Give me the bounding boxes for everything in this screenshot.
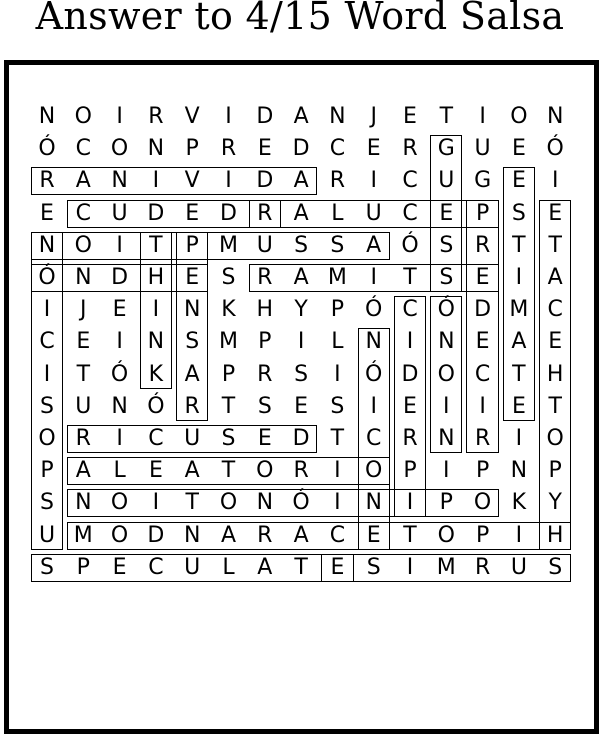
grid-letter: U [75, 393, 92, 419]
grid-letter: S [511, 200, 526, 226]
grid-letter: P [475, 200, 490, 226]
grid-letter: O [110, 522, 129, 548]
grid-letter: T [76, 361, 91, 387]
grid-letter: E [366, 136, 381, 162]
grid-letter: P [548, 458, 562, 484]
grid-letter: O [473, 490, 492, 516]
grid-letter: C [148, 426, 164, 451]
grid-letter: P [185, 136, 199, 162]
grid-letter: U [256, 232, 273, 258]
grid-letter: N [75, 265, 92, 290]
grid-letter: K [511, 490, 527, 516]
grid-letter: R [474, 426, 491, 451]
grid-letter: R [257, 522, 273, 548]
grid-letter: U [474, 136, 491, 162]
grid-letter: H [256, 297, 274, 323]
grid-letter: N [147, 329, 165, 355]
grid-letter: Ó [110, 361, 129, 387]
grid-letter: N [365, 329, 382, 355]
grid-letter: T [330, 426, 345, 451]
grid-letter: M [509, 297, 529, 323]
grid-letter: A [75, 168, 91, 194]
grid-letter: R [75, 426, 91, 451]
grid-letter: N [147, 136, 165, 162]
grid-letter: E [76, 329, 91, 355]
grid-letter: R [257, 265, 273, 290]
grid-letter: E [548, 200, 563, 226]
grid-letter: M [219, 329, 238, 355]
grid-letter: O [219, 490, 238, 516]
grid-letter: S [330, 393, 345, 419]
grid-letter: N [438, 426, 455, 451]
grid-letter: S [330, 232, 345, 258]
grid-letter: J [370, 104, 377, 129]
grid-letter: K [148, 361, 164, 387]
grid-letter: T [548, 232, 562, 258]
grid-letter: I [370, 265, 377, 290]
grid-letter: E [403, 393, 417, 419]
grid-letter: U [184, 554, 201, 580]
grid-letter: Y [548, 490, 562, 516]
grid-letter: I [116, 426, 123, 451]
grid-letter: T [439, 104, 454, 129]
puzzle-frame [4, 60, 599, 734]
grid-letter: M [219, 232, 238, 258]
grid-letter: T [403, 522, 417, 548]
grid-letter: U [365, 200, 382, 226]
grid-letter: E [257, 136, 272, 162]
grid-letter: P [403, 458, 417, 484]
grid-letter: N [38, 104, 56, 129]
grid-letter: Ó [546, 136, 564, 162]
grid-letter: O [437, 361, 455, 387]
grid-letter: P [221, 361, 236, 387]
grid-letter: C [366, 426, 382, 451]
grid-letter: Ó [401, 232, 419, 258]
grid-letter: E [475, 329, 490, 355]
grid-letter: P [475, 458, 490, 484]
grid-letter: C [39, 329, 55, 355]
grid-letter: O [110, 136, 129, 162]
grid-letter: P [439, 490, 453, 516]
grid-letter: Y [294, 297, 308, 323]
grid-letter: I [334, 361, 341, 387]
grid-letter: I [152, 490, 160, 516]
grid-letter: O [510, 104, 528, 129]
grid-letter: A [220, 522, 237, 548]
grid-letter: O [546, 426, 564, 451]
grid-letter: C [402, 168, 418, 194]
grid-letter: A [547, 265, 563, 290]
grid-letter: Ó [437, 297, 455, 323]
grid-letter: C [547, 297, 563, 323]
grid-letter: R [329, 168, 346, 194]
grid-letter: P [185, 232, 199, 258]
grid-letter: T [149, 232, 163, 258]
grid-letter: S [294, 361, 309, 387]
grid-letter: I [551, 168, 559, 194]
grid-letter: A [293, 104, 309, 129]
grid-letter: T [512, 232, 526, 258]
grid-letter: I [515, 522, 523, 548]
grid-letter: L [222, 554, 235, 580]
grid-letter: I [406, 554, 414, 580]
puzzle-title: Answer to 4/15 Word Salsa [35, 0, 565, 38]
grid-letter: L [331, 329, 344, 355]
grid-letter: E [439, 200, 454, 226]
grid-letter: N [329, 104, 346, 129]
grid-letter: E [511, 136, 526, 162]
grid-letter: M [73, 522, 93, 548]
grid-letter: G [474, 168, 492, 194]
grid-letter: O [74, 232, 92, 258]
grid-letter: N [38, 232, 56, 258]
grid-letter: P [76, 554, 90, 580]
grid-letter: N [183, 297, 201, 323]
grid-letter: I [443, 393, 450, 419]
grid-letter: D [474, 297, 492, 323]
grid-letter: R [293, 458, 309, 484]
grid-letter: M [436, 554, 456, 580]
grid-letter: O [256, 458, 274, 484]
grid-letter: E [475, 265, 490, 290]
grid-letter: A [293, 200, 309, 226]
grid-letter: C [402, 200, 418, 226]
grid-letter: P [475, 522, 490, 548]
grid-letter: E [40, 200, 54, 226]
grid-letter: Ó [38, 265, 56, 290]
grid-letter: S [366, 554, 381, 580]
grid-letter: Ó [365, 297, 383, 323]
grid-letter: E [330, 554, 345, 580]
grid-letter: S [548, 554, 563, 580]
grid-letter: S [221, 426, 236, 451]
grid-letter: D [256, 104, 274, 129]
grid-letter: N [365, 490, 382, 516]
grid-letter: E [403, 104, 417, 129]
grid-letter: I [370, 393, 377, 419]
grid-letter: T [403, 265, 417, 290]
grid-letter: I [297, 329, 305, 355]
grid-letter: A [293, 265, 309, 290]
grid-letter: O [38, 426, 56, 451]
grid-letter: D [147, 200, 165, 226]
grid-letter: O [365, 458, 383, 484]
grid-letter: O [437, 522, 455, 548]
grid-letter: P [258, 329, 272, 355]
grid-letter: A [184, 361, 200, 387]
grid-letter: S [40, 554, 54, 580]
grid-letter: T [185, 490, 199, 516]
grid-letter: E [511, 168, 526, 194]
grid-letter: U [510, 554, 527, 580]
grid-letter: Ó [147, 393, 165, 419]
grid-letter: I [515, 265, 523, 290]
grid-letter: M [327, 265, 347, 290]
grid-letter: S [439, 232, 454, 258]
grid-letter: I [406, 329, 414, 355]
grid-letter: R [220, 136, 237, 162]
grid-letter: I [116, 329, 123, 355]
grid-letter: G [437, 136, 455, 162]
grid-letter: P [40, 458, 54, 484]
grid-letter: C [402, 297, 418, 323]
grid-letter: E [148, 458, 163, 484]
grid-letter: E [112, 297, 127, 323]
grid-letter: N [438, 329, 455, 355]
grid-letter: N [111, 168, 128, 194]
grid-letter: N [510, 458, 528, 484]
grid-letter: I [43, 297, 51, 323]
grid-letter: K [221, 297, 236, 323]
grid-letter: A [75, 458, 91, 484]
grid-letter: I [479, 393, 486, 419]
grid-letter: E [366, 522, 381, 548]
grid-letter: D [111, 265, 129, 290]
grid-letter: C [75, 136, 91, 162]
grid-letter: R [402, 136, 418, 162]
grid-letter: I [515, 426, 523, 451]
grid-letter: E [548, 329, 563, 355]
grid-letter: P [330, 297, 345, 323]
grid-letter: J [80, 297, 87, 323]
grid-letter: A [511, 329, 527, 355]
grid-letter: I [225, 104, 232, 129]
grid-letter: U [438, 168, 455, 194]
grid-letter: A [293, 522, 309, 548]
grid-letter: D [401, 361, 419, 387]
grid-letter: S [40, 393, 54, 419]
grid-letter: T [548, 393, 562, 419]
grid-letter: R [184, 393, 200, 419]
grid-letter: E [185, 265, 200, 290]
grid-letter: S [257, 393, 272, 419]
grid-letter: Ó [292, 490, 310, 516]
grid-letter: T [221, 393, 236, 419]
grid-letter: E [257, 426, 272, 451]
grid-letter: C [474, 361, 491, 387]
grid-letter: E [112, 554, 127, 580]
grid-letter: N [183, 522, 201, 548]
grid-letter: H [147, 265, 165, 290]
grid-letter: T [221, 458, 236, 484]
grid-letter: C [75, 200, 91, 226]
grid-letter: Ó [38, 136, 56, 162]
grid-letter: V [184, 168, 200, 194]
grid-letter: S [40, 490, 54, 516]
grid-letter: S [439, 265, 454, 290]
grid-letter: E [185, 200, 200, 226]
grid-letter: I [443, 458, 450, 484]
grid-letter: E [294, 393, 309, 419]
grid-letter: R [257, 361, 273, 387]
grid-letter: D [256, 168, 274, 194]
grid-letter: N [256, 490, 274, 516]
grid-letter: Ó [365, 361, 383, 387]
grid-letter: N [75, 490, 92, 516]
grid-letter: C [329, 522, 346, 548]
grid-letter: O [74, 104, 92, 129]
grid-letter: D [147, 522, 165, 548]
grid-letter: O [110, 490, 129, 516]
grid-letter: A [366, 232, 382, 258]
grid-letter: I [152, 168, 160, 194]
grid-letter: R [474, 554, 491, 580]
grid-letter: R [39, 168, 55, 194]
grid-letter: A [184, 458, 200, 484]
grid-letter: H [546, 361, 564, 387]
grid-letter: R [474, 232, 491, 258]
grid-letter: I [406, 490, 414, 516]
grid-letter: T [294, 554, 308, 580]
grid-letter: D [292, 136, 310, 162]
grid-letter: C [148, 554, 164, 580]
grid-letter: C [329, 136, 346, 162]
grid-letter: U [111, 200, 128, 226]
grid-letter: H [546, 522, 564, 548]
grid-letter: I [116, 104, 123, 129]
grid-letter: I [225, 168, 232, 194]
grid-letter: S [294, 232, 309, 258]
grid-letter: N [546, 104, 564, 129]
grid-letter: E [511, 393, 526, 419]
grid-letter: V [184, 104, 200, 129]
grid-letter: L [113, 458, 126, 484]
grid-letter: I [370, 168, 377, 194]
grid-letter: A [257, 554, 273, 580]
grid-letter: R [402, 426, 418, 451]
grid-letter: I [116, 232, 123, 258]
grid-letter: I [334, 490, 341, 516]
grid-letter: R [148, 104, 164, 129]
grid-letter: D [220, 200, 237, 226]
grid-letter: U [184, 426, 201, 451]
grid-letter: I [334, 458, 341, 484]
grid-letter: D [292, 426, 310, 451]
grid-letter: A [293, 168, 309, 194]
grid-letter: S [221, 265, 236, 290]
grid-letter: R [257, 200, 273, 226]
grid-letter: T [512, 361, 526, 387]
grid-letter: I [43, 361, 51, 387]
grid-letter: S [185, 329, 200, 355]
grid-letter: U [38, 522, 56, 548]
grid-letter: N [111, 393, 128, 419]
grid-letter: I [152, 297, 160, 323]
grid-letter: L [331, 200, 344, 226]
grid-letter: I [479, 104, 486, 129]
